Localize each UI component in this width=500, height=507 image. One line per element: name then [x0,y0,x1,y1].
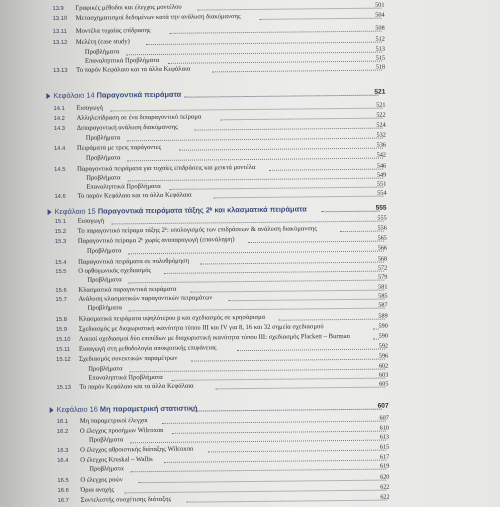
dot-leader [248,240,384,243]
chapter-title-group [53,89,181,102]
dot-leader [184,94,378,98]
section-title: Προβλήματα [85,134,121,142]
dot-leader [212,69,382,73]
page-number: 555 [375,204,387,212]
section-title: Κλασματικά πειράματα υψηλότερου p και σχεδιασμός σε κρησάρισμα [78,313,266,323]
page-number: 579 [377,273,388,281]
page-number: 566 [377,244,388,252]
section-number: 16.7 [57,497,69,505]
chapter-marker-icon [46,93,50,99]
page-number: 610 [379,424,389,432]
chapter-title-text: Παραγοντικά πειράματα [96,89,182,100]
page-number: 546 [376,162,387,170]
page-number: 554 [377,189,387,197]
section-title: Το παραγοντικό πείραμα τάξης 2ᵏ: υπολογισμός των επιδράσεων & ανάλυση διακύμανσης [77,225,318,235]
section-number: 15.7 [55,296,67,304]
section-title: Ο έλεγχος ροών [80,476,123,484]
dot-leader [260,17,382,20]
chapter-marker-icon [48,209,52,215]
section-number: 15.3 [54,238,67,246]
section-number: 13.11 [52,28,67,36]
section-title: Εισαγωγή [77,217,105,225]
dot-leader [127,157,383,162]
chapter-number: Κεφάλαιο 15 [54,206,96,217]
section-title: Προβλήματα [87,304,123,312]
page-number: 581 [378,283,388,291]
chapter-marker-icon [50,407,54,413]
page-number: 551 [376,180,387,188]
section-title: Μη παραμετρικοί έλεγχοι [79,417,148,425]
section-title: Προβλήματα [84,48,120,56]
chapter-title-text: Μη παραμετρική στατιστική [99,403,198,414]
dot-leader [128,250,384,255]
section-title: Επαναληπτικά Προβλήματα [86,182,161,191]
page-number: 508 [375,24,385,32]
page-number: 622 [380,493,390,501]
page-number: 524 [376,121,386,129]
section-number: 16.6 [57,487,69,495]
section-title: Το παρόν Κεφάλαιο και τα άλλα Κεφάλαια [77,191,192,200]
section-title: Επαναληπτικά Προβλήματα [88,373,163,382]
section-number: 14.4 [53,145,66,153]
page-number: 512 [375,35,385,43]
dot-leader [279,318,385,321]
section-number: 15.1 [54,218,67,226]
section-title: Ο έλεγχος αθροιστικής διάταξης Wilcoxon [80,445,194,454]
section-title: Παραγοντικά πειράματα για τυχαίες επιδράσεις και μεικτά μοντέλα [77,163,256,173]
section-title: Πειράματα με τρεις παράγοντες [76,143,162,152]
page-number: 532 [376,131,386,139]
section-number: 16.4 [57,457,69,465]
page-number: 620 [380,473,390,481]
page-number: 589 [378,312,388,320]
page-number: 555 [377,214,387,222]
dot-leader [215,386,385,390]
section-number: 13.12 [52,39,68,47]
dot-leader [187,499,387,503]
page-number: 602 [378,362,389,370]
section-number: 16.2 [56,428,69,436]
dot-leader [237,348,385,352]
section-title: Εισαγωγή στη μεθοδολογία αποκριτικής επιφάνειας [78,344,217,353]
page-number: 515 [375,54,386,62]
page-number: 518 [375,63,386,71]
page-number: 536 [376,141,386,149]
page-number: 617 [379,453,390,461]
page-number: 572 [377,264,388,272]
section-number: 14.6 [54,193,66,201]
page-number: 607 [379,414,389,422]
section-number: 15.11 [56,346,71,354]
page-number: 501 [375,1,385,9]
section-title: Προβλήματα [88,365,123,373]
section-number: 14.1 [53,105,65,113]
page-number: 542 [376,151,387,159]
section-title: Μελέτη (case study) [75,38,130,46]
section-title: Προβλήματα [88,436,124,444]
section-title: Προβλήματα [86,174,121,182]
page-number: 549 [376,171,387,179]
section-title: Ανάλυση κλασματικών παραγοντικών πειραμάτων [78,294,213,303]
section-number: 16.1 [56,418,69,426]
page-number: 607 [377,402,389,410]
section-number: 15.2 [54,228,67,236]
section-title: Εισαγωγή [76,104,103,112]
dot-leader [192,408,382,412]
page-number: 556 [377,224,387,232]
section-number: 13.9 [52,5,64,13]
section-number: 13.13 [53,67,68,75]
page-number: 622 [380,483,390,491]
section-title: Διπαραγοντική ανάλυση διακύμανσης [76,123,178,132]
page-number: 565 [377,234,387,242]
page-number: 592 [378,342,389,350]
section-number: 16.3 [57,447,69,455]
dot-leader [213,195,383,199]
dot-leader [129,307,385,312]
page-number: 587 [378,301,388,309]
section-title: Όρια ανοχής [80,486,115,494]
page-number: 568 [377,255,388,263]
section-number: 15.10 [55,336,71,344]
section-number: 16.5 [57,477,69,485]
section-title: Αλληλεπίδραση σε ένα διπαραγοντικό πείραμα [76,113,202,122]
page-number: 590 [378,332,388,340]
page-number: 603 [378,371,389,379]
chapter-number: Κεφάλαιο 16 [56,404,98,415]
section-number: 15.8 [55,316,68,324]
section-title: Γραφικές μέθοδοι και έλεγχος μοντέλου [75,3,182,12]
section-title: Προβλήματα [86,247,122,255]
section-number: 14.3 [53,125,66,133]
page-number: 513 [375,45,385,53]
section-title: Παραγοντικό πείραμα 2ᵏ χωρίς αναπαραγωγή (επανάληψη) [77,236,235,245]
section-title: Ο έλεγχος Kruskal – Wallis [80,456,153,464]
page-number: 590 [378,322,388,330]
dot-leader [130,468,386,473]
page-number: 615 [379,443,390,451]
section-title: Συντελεστής συσχέτισης διάταξης [80,495,172,504]
section-number: 13.10 [52,15,68,23]
section-title: Σχεδιασμός με διαχωριστική ικανότητα τύπου III και IV για 8, 16 και 32 σημεία σχεδιασμού [78,323,324,333]
section-title: Παραγοντικά πειράματα σε πολυθρόμηση [78,257,190,266]
section-title: Ο ορθογωνικός σχεδιασμός [78,267,152,275]
page-number: 585 [378,292,388,300]
section-title: Ο έλεγχος προσήμων Wilcoxon [79,426,164,435]
chapter-title-group [57,403,198,416]
section-title: Το παρόν Κεφάλαιο και τα άλλα Κεφάλαια [79,382,194,391]
section-number: 15.4 [55,259,67,267]
page-number: 605 [379,380,389,388]
page-number: 619 [379,462,390,470]
section-title: Σχεδιασμός συνεκτικών παραμέτρων [79,354,178,363]
section-title: Λοιποί σχεδιασμοί δύο επιπέδων με διαχωριστική ικανότητα τύπου III: σχεδιασμός Plackett – Burman [78,332,350,343]
dot-leader [170,30,382,34]
section-title: Προβλήματα [87,276,122,284]
section-number: 15.12 [56,356,71,364]
section-number: 14.5 [54,166,66,174]
section-number: 15.13 [56,384,71,392]
chapter-title-text: Παραγοντικά πειράματα τάξης 2ᵏ και κλασματικά πειράματα [97,204,307,216]
section-title: Κλασματικά παραγοντικά πειράματα [78,285,177,294]
page-number: 504 [375,11,385,19]
page-number: 521 [376,101,386,109]
section-title: Επαναληπτικά Προβλήματα [84,56,160,65]
dot-leader [221,117,383,121]
chapter-number: Κεφάλαιο 14 [53,90,95,101]
section-number: 15.9 [55,326,68,334]
page-number: 596 [378,352,389,360]
page-number: 521 [374,88,386,96]
section-title: Το παρόν Κεφάλαιο και τα άλλα Κεφάλαια [76,65,191,74]
section-title: Προβλήματα [85,154,121,162]
section-number: 15.5 [55,268,67,276]
section-title: Προβλήματα [89,465,124,473]
page-number: 522 [376,111,386,119]
dot-leader [322,210,380,213]
section-number: 14.2 [53,115,65,123]
section-title: Μετασχηματισμοί δεδομένων κατά την ανάλυση διακύμανσης [75,13,241,22]
page-number: 613 [379,433,390,441]
section-title: Μοντέλα τυχαίας επίδρασης [75,27,151,35]
section-number: 15.6 [55,287,67,295]
